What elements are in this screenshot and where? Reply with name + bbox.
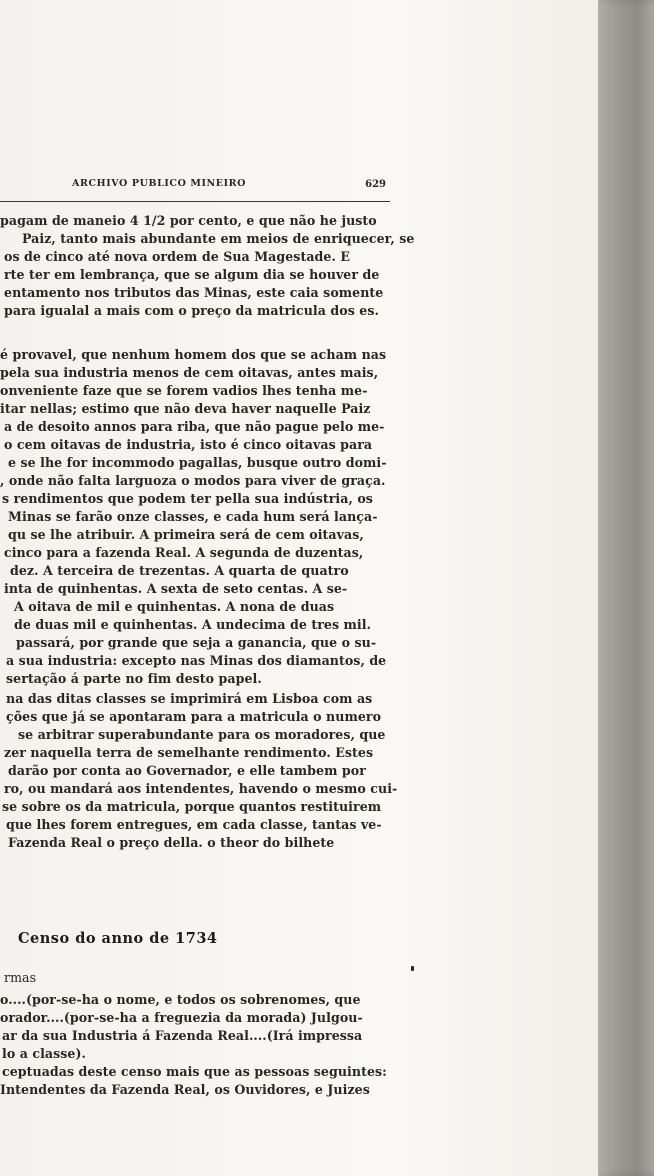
form-line: orador....(por-se-ha a freguezia da morada) Julgou- xyxy=(0,1010,363,1025)
body-line: s rendimentos que podem ter pella sua indústria, os xyxy=(2,491,373,506)
body-line: a sua industria: excepto nas Minas dos diamantos, de xyxy=(6,653,387,668)
body-line: Paiz, tanto mais abundante em meios de enriquecer, se xyxy=(22,231,415,246)
body-line: para igualal a mais com o preço da matricula dos es. xyxy=(4,303,379,318)
body-line: , onde não falta larguoza o modos para viver de graça. xyxy=(0,473,386,488)
body-line: darão por conta ao Governador, e elle tambem por xyxy=(8,763,366,778)
body-line: zer naquella terra de semelhante rendimento. Estes xyxy=(4,745,374,760)
body-line: cinco para a fazenda Real. A segunda de duzentas, xyxy=(4,545,364,560)
section-title: Censo do anno de 1734 xyxy=(18,930,218,947)
form-line: ar da sua Industria á Fazenda Real....(Irá impressa xyxy=(2,1028,363,1043)
body-line: que lhes forem entregues, em cada classe, tantas ve- xyxy=(6,817,382,832)
body-line: onveniente faze que se forem vadios lhes tenha me- xyxy=(0,383,368,398)
running-header xyxy=(0,178,598,198)
body-line: A oitava de mil e quinhentas. A nona de duas xyxy=(14,599,335,614)
header-title: ARCHIVO PUBLICO MINEIRO xyxy=(72,178,247,189)
body-line: sertação á parte no fim desto papel. xyxy=(6,671,262,686)
form-line: o....(por-se-ha o nome, e todos os sobrenomes, que xyxy=(0,992,361,1007)
body-line: passará, por grande que seja a ganancia, que o su- xyxy=(16,635,377,650)
body-line: Minas se farão onze classes, e cada hum será lança- xyxy=(8,509,378,524)
book-gutter-shadow xyxy=(598,0,654,1176)
body-line: dez. A terceira de trezentas. A quarta de quatro xyxy=(10,563,349,578)
body-line: itar nellas; estimo que não deva haver naquelle Paiz xyxy=(0,401,371,416)
marginal-mark xyxy=(411,966,414,971)
page-number: 629 xyxy=(365,179,386,190)
body-line: os de cinco até nova ordem de Sua Magestade. E xyxy=(4,249,350,264)
form-line: lo a classe). xyxy=(2,1046,86,1061)
header-rule xyxy=(0,201,390,202)
body-line: é provavel, que nenhum homem dos que se acham nas xyxy=(0,347,387,362)
body-line: qu se lhe atribuir. A primeira será de cem oitavas, xyxy=(8,527,364,542)
body-line: se sobre os da matricula, porque quantos restituirem xyxy=(2,799,382,814)
body-line: entamento nos tributos das Minas, este caia somente xyxy=(4,285,384,300)
body-line: rte ter em lembrança, que se algum dia se houver de xyxy=(4,267,380,282)
body-line: na das ditas classes se imprimirá em Lisboa com as xyxy=(6,691,373,706)
body-line: o cem oitavas de industria, isto é cinco oitavas para xyxy=(4,437,373,452)
body-line: Fazenda Real o preço della. o theor do bilhete xyxy=(8,835,335,850)
body-line: pela sua industria menos de cem oitavas, antes mais, xyxy=(0,365,379,380)
body-line: pagam de maneio 4 1/2 por cento, e que não he justo xyxy=(0,213,377,228)
form-line: ceptuadas deste censo mais que as pessoas seguintes: xyxy=(2,1064,387,1079)
body-line: inta de quinhentas. A sexta de seto centas. A se- xyxy=(4,581,348,596)
body-line: a de desoito annos para riba, que não pague pelo me- xyxy=(4,419,385,434)
form-line: Intendentes da Fazenda Real, os Ouvidores, e Juizes xyxy=(0,1082,370,1097)
form-line: rmas xyxy=(4,970,37,985)
body-line: ro, ou mandará aos intendentes, havendo o mesmo cui- xyxy=(4,781,398,796)
body-line: se arbitrar superabundante para os moradores, que xyxy=(18,727,386,742)
body-line: e se lhe for incommodo pagallas, busque outro domi- xyxy=(8,455,387,470)
body-line: de duas mil e quinhentas. A undecima de tres mil. xyxy=(14,617,372,632)
body-line: ções que já se apontaram para a matricula o numero xyxy=(6,709,382,724)
